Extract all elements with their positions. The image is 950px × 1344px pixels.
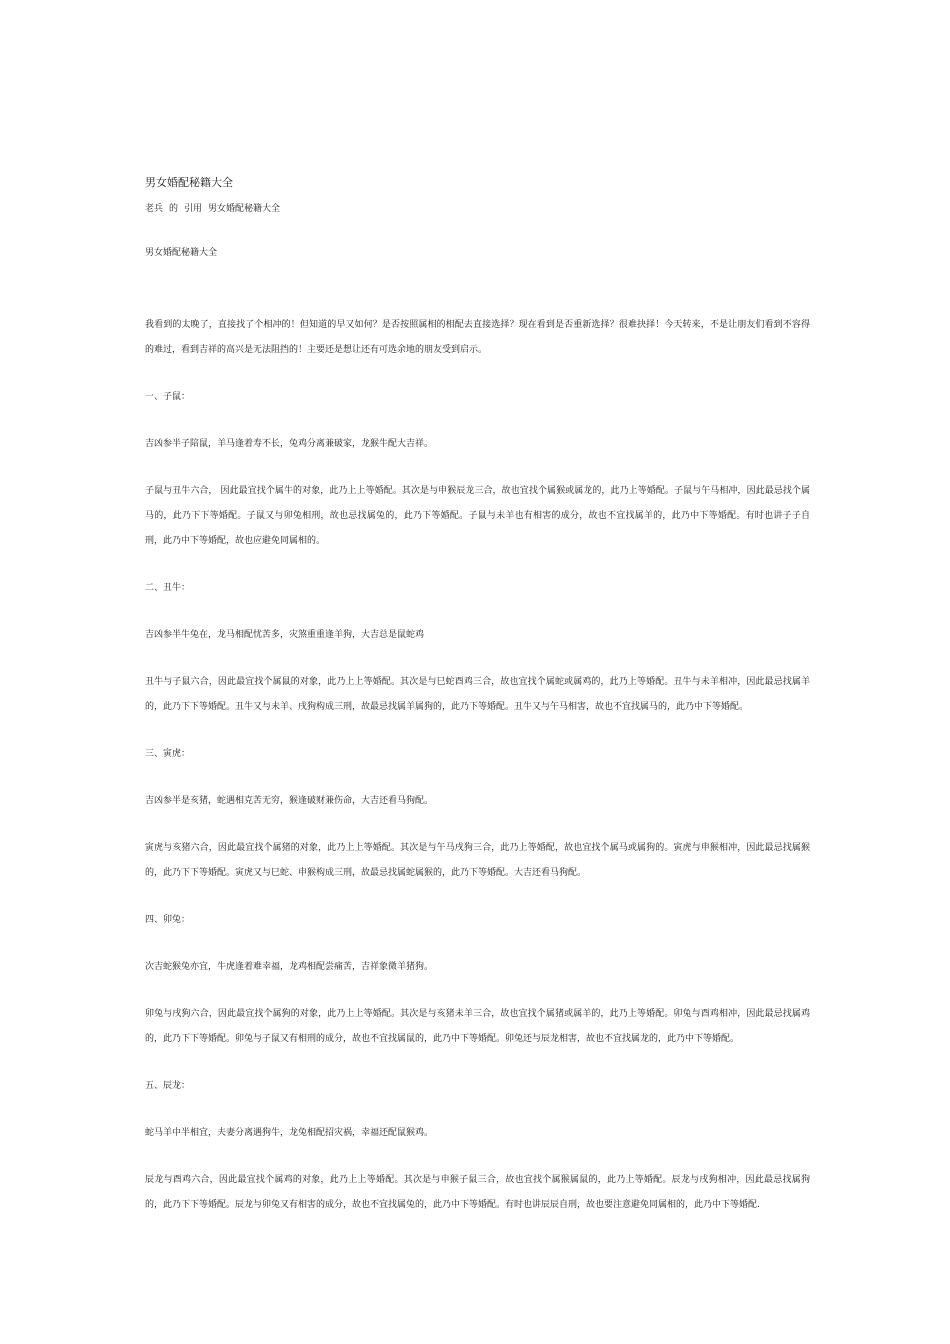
section-text-mao-tu: 卯兔与戌狗六合，因此最宜找个属狗的对象，此乃上上等婚配。其次是与亥猪未羊三合，故也宜找个属猪或属羊的，此乃上等婚配。卯兔与酉鸡相冲，因此最忌找属鸡的，此乃下下等婚配。卯兔与子鼠又有相刑的成分，故也不宜找属鼠的，此乃中下等婚配。卯兔还与辰龙相害，故也不宜找属龙的，此乃中下等婚配。: [145, 1009, 810, 1044]
section-text-zi-shu: 子鼠与丑牛六合， 因此最宜找个属牛的对象，此乃上上等婚配。其次是与申猴辰龙三合，故也宜找个属猴或属龙的，此乃上等婚配。子鼠与午马相冲，因此最忌找个属马的，此乃下下等婚配。子鼠又与卯兔相刑，故也忌找属兔的，此乃下等婚配。子鼠与未羊也有相害的成分，故也不宜找属羊的，此乃中下等婚配。有时也讲子子自刑，此乃中下等婚配，故也应避免同属相的。: [145, 486, 810, 546]
section-text-chen-long: 辰龙与酉鸡六合，因此最宜找个属鸡的对象，此乃上上等婚配。其次是与申猴子鼠三合，故也宜找个属猴属鼠的，此乃上等婚配。辰龙与戌狗相冲，因此最忌找属狗的，此乃下下等婚配。辰龙与卯兔又有相害的成分，故也不宜找属兔的，此乃中下等婚配。有时也讲辰辰自刑，故也要注意避免同属相的，此乃中下等婚配.: [145, 1175, 810, 1210]
byline-particle: 的: [169, 204, 179, 214]
section-heading-zi-shu: 一、子鼠：: [145, 392, 191, 402]
section-heading-chen-long: 五、辰龙：: [145, 1081, 191, 1091]
document-title: 男女婚配秘籍大全: [145, 176, 233, 189]
section-verse-chou-niu: 吉凶参半牛兔在，龙马相配忧苦多，灾煞重重逢羊狗，大吉总是鼠蛇鸡: [145, 630, 425, 640]
byline-author[interactable]: 老兵: [145, 204, 164, 214]
byline-action: 引用: [184, 204, 203, 214]
intro-paragraph: 我看到的太晚了，直接找了个相冲的！但知道的早又如何？是否按照属相的相配去直接选择？现在看到是否重新选择？很难抉择！今天转来，不是让朋友们看到不容得的难过，看到吉祥的高兴是无法阻挡的！主要还是想让还有可选余地的朋友受到启示。: [145, 320, 810, 355]
section-verse-mao-tu: 次吉蛇猴兔亦宜，牛虎逢着难幸福，龙鸡相配尝痛苦，吉祥象微羊猪狗。: [145, 962, 434, 972]
section-verse-yin-hu: 吉凶参半是亥猪，蛇遇相克苦无穷，猴逢破财兼伤命，大吉还看马狗配。: [145, 796, 434, 806]
section-text-yin-hu: 寅虎与亥猪六合，因此最宜找个属猪的对象，此乃上上等婚配。其次是与午马戌狗三合，此乃上等婚配，故也宜找个属马或属狗的。寅虎与申猴相冲，因此最忌找属猴的，此乃下下等婚配。寅虎又与巳蛇、申猴构成三刑，故最忌找属蛇属猴的，此乃下等婚配。大吉还看马狗配。: [145, 843, 810, 878]
section-heading-yin-hu: 三、寅虎：: [145, 749, 191, 759]
byline-source-title[interactable]: 男女婚配秘籍大全: [208, 204, 281, 214]
document-body: [145, 313, 810, 1240]
document-subtitle: 男女婚配秘籍大全: [145, 248, 218, 258]
byline: [145, 203, 286, 215]
section-heading-chou-niu: 二、丑牛：: [145, 583, 191, 593]
section-verse-zi-shu: 吉凶参半子陪鼠，羊马逢着寿不长，兔鸡分离兼破家，龙猴牛配大吉祥。: [145, 439, 434, 449]
section-verse-chen-long: 蛇马羊中半相宜，夫妻分离遇狗牛，龙兔相配招灾祸，幸福还配鼠猴鸡。: [145, 1128, 434, 1138]
section-heading-mao-tu: 四、卯兔：: [145, 915, 191, 925]
section-text-chou-niu: 丑牛与子鼠六合，因此最宜找个属鼠的对象，此乃上上等婚配。其次是与巳蛇酉鸡三合，故也宜找个属蛇或属鸡的，此乃上等婚配。丑牛与未羊相冲，因此最忌找属羊的，此乃下下等婚配。丑牛又与未羊、戌狗构成三刑，故最忌找属羊属狗的，此乃下等婚配。丑牛又与午马相害，故也不宜找属马的，此乃中下等婚配。: [145, 677, 810, 712]
